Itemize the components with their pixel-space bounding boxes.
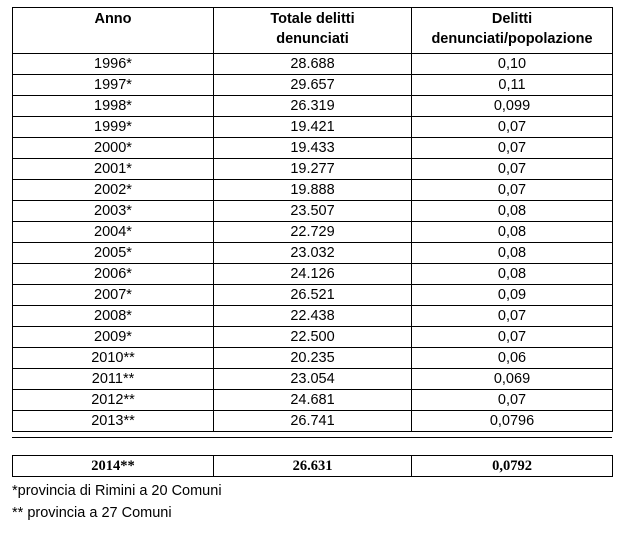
cell-anno: 2006*	[13, 264, 214, 285]
cell-totale-delitti: 19.433	[214, 138, 412, 159]
cell-totale-delitti: 23.054	[214, 369, 412, 390]
table-row	[13, 96, 613, 117]
table-row	[13, 138, 613, 159]
crime-statistics-table	[12, 7, 613, 432]
cell-anno: 1998*	[13, 96, 214, 117]
table-row	[13, 369, 613, 390]
table-row	[13, 159, 613, 180]
cell-totale-delitti: 26.741	[214, 411, 412, 432]
cell-rapporto: 0,069	[412, 369, 613, 390]
cell-anno: 1999*	[13, 117, 214, 138]
cell-totale-delitti: 28.688	[214, 54, 412, 75]
table-header-row	[13, 8, 613, 54]
cell-rapporto: 0,07	[412, 327, 613, 348]
cell-anno: 2009*	[13, 327, 214, 348]
cell-rapporto: 0,0796	[412, 411, 613, 432]
table-body	[13, 54, 613, 432]
cell-anno: 2004*	[13, 222, 214, 243]
table-row	[13, 390, 613, 411]
cell-rapporto: 0,07	[412, 159, 613, 180]
cell-anno: 2010**	[13, 348, 214, 369]
cell-rapporto: 0,11	[412, 75, 613, 96]
cell-anno: 2013**	[13, 411, 214, 432]
header-anno: Anno	[13, 8, 214, 54]
cell-totale-delitti: 22.500	[214, 327, 412, 348]
cell-anno: 2001*	[13, 159, 214, 180]
total-anno: 2014**	[13, 456, 214, 477]
total-rapporto: 0,0792	[412, 456, 613, 477]
total-row	[13, 456, 613, 477]
table-row	[13, 327, 613, 348]
cell-rapporto: 0,10	[412, 54, 613, 75]
total-delitti: 26.631	[214, 456, 412, 477]
cell-totale-delitti: 20.235	[214, 348, 412, 369]
table-row	[13, 306, 613, 327]
cell-totale-delitti: 23.507	[214, 201, 412, 222]
table-row	[13, 180, 613, 201]
cell-totale-delitti: 19.277	[214, 159, 412, 180]
cell-rapporto: 0,08	[412, 222, 613, 243]
cell-rapporto: 0,07	[412, 306, 613, 327]
cell-totale-delitti: 24.681	[214, 390, 412, 411]
cell-totale-delitti: 24.126	[214, 264, 412, 285]
table-row	[13, 243, 613, 264]
table-row	[13, 411, 613, 432]
cell-rapporto: 0,08	[412, 243, 613, 264]
cell-anno: 2012**	[13, 390, 214, 411]
cell-anno: 2002*	[13, 180, 214, 201]
table-row	[13, 54, 613, 75]
cell-rapporto: 0,07	[412, 117, 613, 138]
table-row	[13, 348, 613, 369]
table-row	[13, 264, 613, 285]
header-delitti-popolazione	[412, 8, 613, 54]
cell-totale-delitti: 19.421	[214, 117, 412, 138]
cell-anno: 2003*	[13, 201, 214, 222]
cell-anno: 2000*	[13, 138, 214, 159]
table-row	[13, 75, 613, 96]
table-separator	[12, 437, 612, 456]
cell-totale-delitti: 26.319	[214, 96, 412, 117]
header-totale-delitti-text: Totale delitti denunciati	[270, 11, 355, 47]
cell-totale-delitti: 29.657	[214, 75, 412, 96]
cell-rapporto: 0,07	[412, 180, 613, 201]
cell-anno: 2008*	[13, 306, 214, 327]
cell-rapporto: 0,08	[412, 201, 613, 222]
cell-rapporto: 0,09	[412, 285, 613, 306]
header-totale-delitti	[214, 8, 412, 54]
footnote-27-comuni: ** provincia a 27 Comuni	[12, 505, 172, 521]
cell-anno: 2005*	[13, 243, 214, 264]
cell-anno: 1997*	[13, 75, 214, 96]
header-delitti-popolazione-text: Delitti denunciati/popolazione	[431, 11, 593, 47]
total-2014-table	[12, 455, 613, 477]
table-row	[13, 222, 613, 243]
cell-rapporto: 0,08	[412, 264, 613, 285]
cell-anno: 2011**	[13, 369, 214, 390]
cell-totale-delitti: 26.521	[214, 285, 412, 306]
cell-totale-delitti: 19.888	[214, 180, 412, 201]
footnote-rimini-20-comuni: *provincia di Rimini a 20 Comuni	[12, 483, 222, 499]
cell-anno: 1996*	[13, 54, 214, 75]
cell-totale-delitti: 23.032	[214, 243, 412, 264]
cell-rapporto: 0,06	[412, 348, 613, 369]
cell-totale-delitti: 22.438	[214, 306, 412, 327]
cell-rapporto: 0,07	[412, 390, 613, 411]
cell-totale-delitti: 22.729	[214, 222, 412, 243]
table-row	[13, 285, 613, 306]
cell-anno: 2007*	[13, 285, 214, 306]
cell-rapporto: 0,099	[412, 96, 613, 117]
table-row	[13, 201, 613, 222]
cell-rapporto: 0,07	[412, 138, 613, 159]
table-row	[13, 117, 613, 138]
